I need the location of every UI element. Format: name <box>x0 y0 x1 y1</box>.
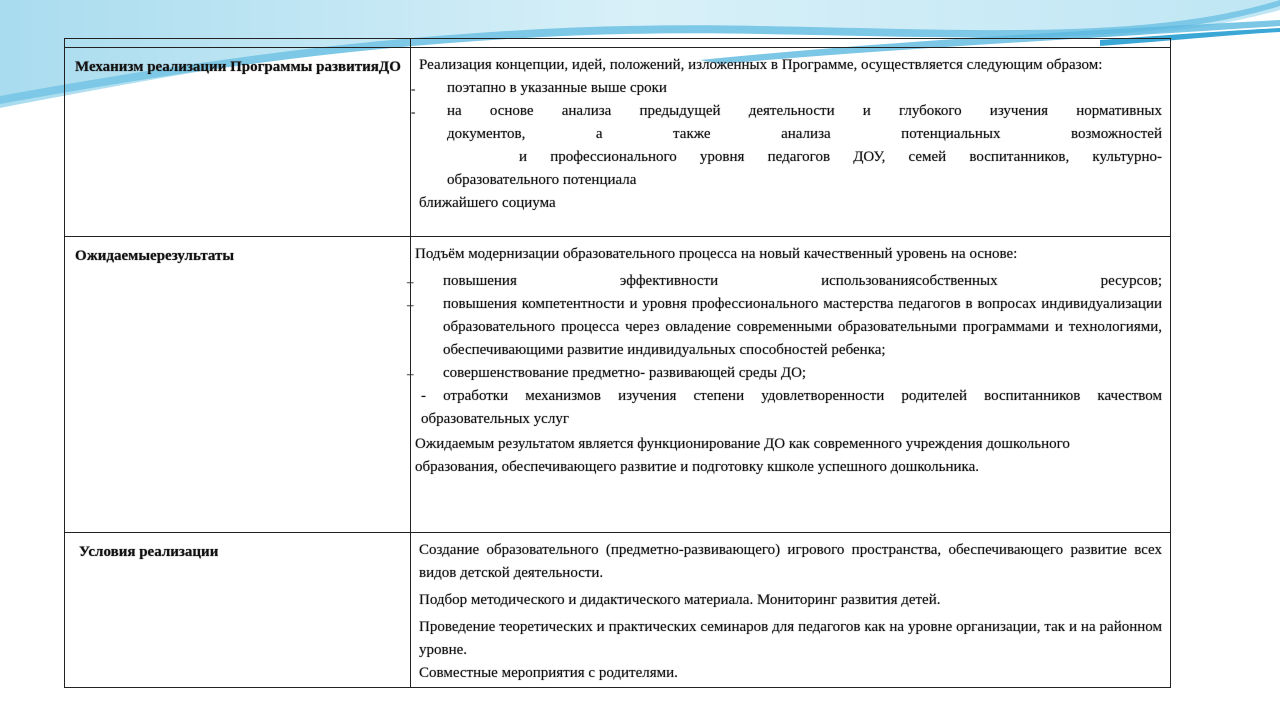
row-label-conditions: Условия реализации <box>79 544 219 560</box>
list-item: – повышения эффективности использованиясобственных ресурсов; <box>407 273 1162 289</box>
results-intro: Подъём модернизации образовательного процесса на новый качественный уровень на основе: <box>415 246 1018 262</box>
table-header-empty-row <box>65 39 1171 48</box>
results-item-parents: - отработки механизмов изучения степени удовлетворенности родителей воспитанников качеством образовательных услуг <box>421 388 1162 427</box>
conditions-paragraph: Создание образовательного (предметно-развивающего) игрового пространства, обеспечивающего развитие всех видов детской деятельности. <box>419 542 1162 581</box>
program-table-container <box>64 38 1170 681</box>
table-row-expected-results <box>65 237 1171 533</box>
mechanism-intro: Реализация концепции, идей, положений, изложенных в Программе, осуществляется следующим образом: <box>419 57 1103 73</box>
list-item: - на основе анализа предыдущей деятельности и глубокого изучения нормативных <box>411 103 1162 119</box>
program-table <box>64 38 1171 688</box>
list-item: - поэтапно в указанные выше сроки <box>411 80 667 96</box>
list-item-continued: и профессионального уровня педагогов ДОУ, семей воспитанников, культурно- <box>519 149 1162 165</box>
list-item-continued: образовательного потенциала <box>447 172 637 188</box>
row-label-expected-results: Ожидаемыерезультаты <box>75 248 235 264</box>
list-item: – совершенствование предметно- развивающей среды ДО; <box>407 365 807 381</box>
table-row-mechanism <box>65 48 1171 237</box>
mechanism-tail: ближайшего социума <box>419 195 556 211</box>
list-item: – повышения компетентности и уровня профессионального мастерства педагогов в вопросах индивидуализации образовательного процесса через овладение современными образовательными программами и технологиями, обеспечивающими развитие индивидуальных способностей ребенка; <box>407 296 1162 358</box>
conditions-paragraph: Проведение теоретических и практических семинаров для педагогов как на уровне организации, так и на районном уровне. <box>419 619 1162 658</box>
row-label-mechanism: Механизм реализации Программы развитияДО <box>75 59 401 75</box>
results-summary: Ожидаемым результатом является функционирование ДО как современного учреждения дошкольного образования, обеспечивающего развитие и подготовку кшколе успешного дошкольника. <box>415 436 1070 475</box>
table-row-conditions <box>65 533 1171 688</box>
conditions-paragraph: Подбор методического и дидактического материала. Мониторинг развития детей. <box>419 592 941 608</box>
conditions-paragraph: Совместные мероприятия с родителями. <box>419 665 678 681</box>
list-item-continued: документов, а также анализа потенциальных возможностей <box>447 126 1162 142</box>
